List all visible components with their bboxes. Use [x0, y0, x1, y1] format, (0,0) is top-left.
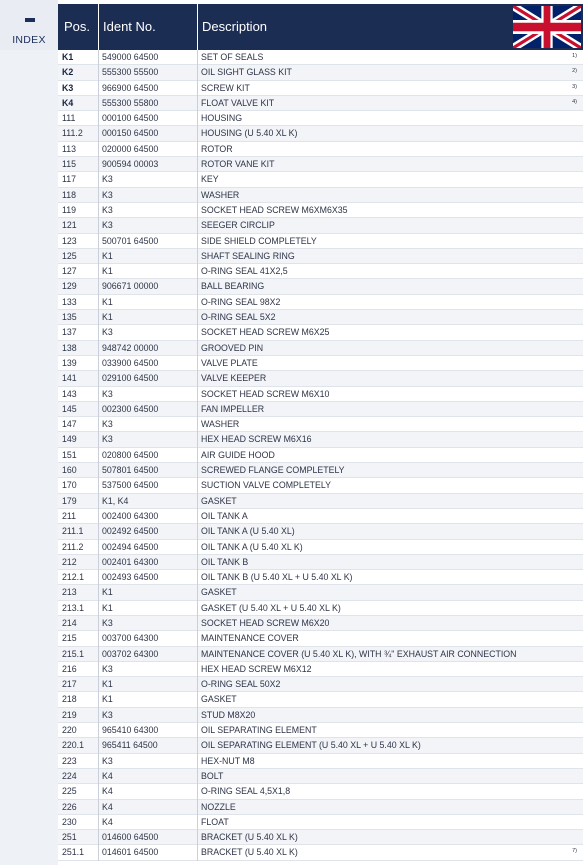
- row-ident: K1: [102, 266, 113, 277]
- row-ident: K3: [102, 189, 113, 200]
- table-row: [58, 310, 583, 325]
- row-description: WASHER: [201, 189, 240, 200]
- table-row: [58, 601, 583, 616]
- row-pos: K1: [62, 52, 74, 62]
- row-pos: 138: [62, 342, 77, 353]
- table-row: [58, 585, 583, 600]
- table-row: [58, 509, 583, 524]
- table-row: [58, 417, 583, 432]
- row-ident: K3: [102, 617, 113, 628]
- row-ident: K3: [102, 419, 113, 430]
- row-pos: 111: [62, 113, 76, 124]
- row-ident: 020000 64500: [102, 143, 159, 154]
- table-row: [58, 692, 583, 707]
- table-row: [58, 356, 583, 371]
- row-ident: K1: [102, 250, 113, 261]
- row-footnote: 2): [572, 68, 577, 75]
- parts-table: [58, 50, 583, 861]
- table-row: [58, 463, 583, 478]
- row-ident: 537500 64500: [102, 480, 159, 491]
- table-row: [58, 555, 583, 570]
- row-ident: 002300 64500: [102, 403, 159, 414]
- row-ident: K3: [102, 755, 113, 766]
- table-row: [58, 188, 583, 203]
- table-row: [58, 81, 583, 96]
- table-row: [58, 218, 583, 233]
- table-row: [58, 662, 583, 677]
- row-pos: 125: [62, 250, 77, 261]
- table-row: [58, 754, 583, 769]
- row-pos: 113: [62, 143, 77, 154]
- index-label: INDEX: [12, 34, 46, 46]
- table-row: [58, 570, 583, 585]
- header-ident: Ident No.: [103, 19, 156, 34]
- row-ident: K3: [102, 204, 113, 215]
- table-row: [58, 264, 583, 279]
- row-description: HOUSING (U 5.40 XL K): [201, 128, 298, 139]
- row-ident: 033900 64500: [102, 357, 159, 368]
- row-description: GASKET: [201, 587, 237, 598]
- row-pos: 213: [62, 587, 77, 598]
- row-ident: K3: [102, 434, 113, 445]
- row-description: KEY: [201, 174, 219, 185]
- row-ident: K1, K4: [102, 495, 129, 506]
- table-row: [58, 830, 583, 845]
- table-row: [58, 494, 583, 509]
- row-ident: K4: [102, 770, 113, 781]
- row-ident: K1: [102, 679, 113, 690]
- table-row: [58, 524, 583, 539]
- table-row: [58, 845, 583, 860]
- table-row: [58, 387, 583, 402]
- row-ident: 020800 64500: [102, 449, 159, 460]
- row-pos: 149: [62, 434, 77, 445]
- row-ident: 002493 64500: [102, 572, 159, 583]
- row-pos: 143: [62, 388, 77, 399]
- row-ident: 500701 64500: [102, 235, 159, 246]
- row-description: ROTOR VANE KIT: [201, 159, 275, 170]
- table-row: [58, 478, 583, 493]
- row-pos: 135: [62, 312, 77, 323]
- row-ident: K3: [102, 174, 113, 185]
- row-pos: 230: [62, 816, 77, 827]
- row-ident: 002494 64500: [102, 541, 159, 552]
- row-description: O-RING SEAL 41X2,5: [201, 266, 288, 277]
- row-pos: 139: [62, 357, 77, 368]
- row-ident: 549000 64500: [102, 52, 159, 62]
- row-description: FLOAT VALVE KIT: [201, 97, 275, 108]
- row-description: GROOVED PIN: [201, 342, 264, 353]
- row-ident: K1: [102, 312, 113, 323]
- row-pos: 213.1: [62, 602, 85, 613]
- row-pos: 118: [62, 189, 77, 200]
- row-ident: K3: [102, 663, 113, 674]
- table-row: [58, 203, 583, 218]
- row-description: GASKET: [201, 495, 237, 506]
- row-ident: K1: [102, 694, 113, 705]
- table-row: [58, 616, 583, 631]
- row-pos: 220: [62, 725, 77, 736]
- row-ident: 000100 64500: [102, 113, 159, 124]
- row-description: WASHER: [201, 419, 240, 430]
- row-pos: 151: [62, 449, 77, 460]
- row-pos: 217: [62, 679, 77, 690]
- table-row: [58, 784, 583, 799]
- table-row: [58, 448, 583, 463]
- row-description: OIL TANK A (U 5.40 XL): [201, 526, 295, 537]
- row-ident: 965410 64300: [102, 725, 159, 736]
- row-pos: 218: [62, 694, 77, 705]
- table-row: [58, 341, 583, 356]
- table-row: [58, 111, 583, 126]
- index-tab[interactable]: [0, 0, 58, 50]
- row-ident: 555300 55500: [102, 67, 159, 78]
- row-pos: 111.2: [62, 128, 83, 139]
- table-row: [58, 126, 583, 141]
- row-ident: 966900 64500: [102, 82, 159, 93]
- sidebar: [0, 50, 58, 865]
- row-description: MAINTENANCE COVER (U 5.40 XL K), WITH ¾" EXHAUST AIR CONNECTION: [201, 648, 517, 659]
- row-description: GASKET (U 5.40 XL + U 5.40 XL K): [201, 602, 341, 613]
- row-description: OIL SIGHT GLASS KIT: [201, 67, 292, 78]
- row-ident: 002492 64500: [102, 526, 159, 537]
- table-row: [58, 157, 583, 172]
- table-row: [58, 65, 583, 80]
- table-row: [58, 295, 583, 310]
- row-description: OIL TANK A (U 5.40 XL K): [201, 541, 303, 552]
- row-pos: 224: [62, 770, 77, 781]
- table-header: [58, 4, 583, 50]
- uk-flag-icon: [513, 6, 581, 48]
- table-row: [58, 371, 583, 386]
- table-row: [58, 325, 583, 340]
- row-description: OIL TANK B: [201, 556, 249, 567]
- row-description: OIL SEPARATING ELEMENT: [201, 725, 317, 736]
- row-pos: 219: [62, 709, 77, 720]
- row-pos: 215.1: [62, 648, 85, 659]
- row-pos: 226: [62, 801, 77, 812]
- row-pos: 127: [62, 266, 77, 277]
- row-description: BOLT: [201, 770, 224, 781]
- table-row: [58, 800, 583, 815]
- row-ident: K4: [102, 786, 113, 797]
- row-description: VALVE KEEPER: [201, 373, 267, 384]
- row-pos: K2: [62, 67, 74, 78]
- column-divider: [197, 50, 198, 861]
- row-description: O-RING SEAL 50X2: [201, 679, 281, 690]
- index-dash-icon: [25, 18, 35, 22]
- row-pos: 211.2: [62, 541, 84, 552]
- table-row: [58, 96, 583, 111]
- row-ident: 029100 64500: [102, 373, 159, 384]
- row-description: OIL TANK A: [201, 510, 248, 521]
- row-pos: 251: [62, 832, 77, 843]
- row-pos: 179: [62, 495, 77, 506]
- row-description: HEX HEAD SCREW M6X16: [201, 434, 312, 445]
- row-pos: 129: [62, 281, 77, 292]
- row-description: SOCKET HEAD SCREW M6X20: [201, 617, 330, 628]
- row-pos: 223: [62, 755, 77, 766]
- row-ident: 003700 64300: [102, 633, 159, 644]
- table-row: [58, 631, 583, 646]
- table-row: [58, 708, 583, 723]
- row-description: FLOAT: [201, 816, 229, 827]
- row-footnote: 3): [572, 83, 577, 90]
- row-pos: 225: [62, 786, 77, 797]
- row-ident: 003702 64300: [102, 648, 159, 659]
- table-row: [58, 50, 583, 65]
- row-description: BRACKET (U 5.40 XL K): [201, 847, 298, 858]
- table-row: [58, 647, 583, 662]
- row-description: SCREW KIT: [201, 82, 250, 93]
- row-description: HEX-NUT M8: [201, 755, 255, 766]
- row-pos: 212.1: [62, 572, 85, 583]
- row-pos: 119: [62, 204, 77, 215]
- row-description: AIR GUIDE HOOD: [201, 449, 275, 460]
- row-pos: 123: [62, 235, 77, 246]
- row-pos: 133: [62, 296, 77, 307]
- row-pos: 147: [62, 419, 77, 430]
- row-description: HEX HEAD SCREW M6X12: [201, 663, 312, 674]
- column-divider: [98, 50, 99, 861]
- row-pos: 115: [62, 159, 77, 170]
- row-description: FAN IMPELLER: [201, 403, 265, 414]
- row-description: SUCTION VALVE COMPLETELY: [201, 480, 332, 491]
- row-footnote: 1): [572, 53, 577, 59]
- row-description: SEEGER CIRCLIP: [201, 220, 275, 231]
- row-description: SET OF SEALS: [201, 52, 264, 62]
- row-pos: 170: [62, 480, 77, 491]
- row-description: HOUSING: [201, 113, 243, 124]
- row-ident: K4: [102, 801, 113, 812]
- row-description: STUD M8X20: [201, 709, 256, 720]
- header-divider: [98, 4, 99, 50]
- table-row: [58, 249, 583, 264]
- row-description: O-RING SEAL 4,5X1,8: [201, 786, 291, 797]
- row-ident: K1: [102, 602, 113, 613]
- row-description: BALL BEARING: [201, 281, 265, 292]
- row-ident: K3: [102, 327, 113, 338]
- row-footnote: 4): [572, 98, 577, 105]
- row-description: O-RING SEAL 98X2: [201, 296, 281, 307]
- table-row: [58, 540, 583, 555]
- row-pos: 160: [62, 465, 77, 476]
- row-pos: 220.1: [62, 740, 85, 751]
- header-divider: [197, 4, 198, 50]
- row-ident: K3: [102, 709, 113, 720]
- row-ident: 014600 64500: [102, 832, 159, 843]
- row-pos: 141: [62, 373, 77, 384]
- row-pos: 212: [62, 556, 77, 567]
- table-row: [58, 402, 583, 417]
- table-row: [58, 677, 583, 692]
- table-row: [58, 142, 583, 157]
- row-description: OIL TANK B (U 5.40 XL + U 5.40 XL K): [201, 572, 353, 583]
- table-row: [58, 432, 583, 447]
- row-pos: 121: [62, 220, 77, 231]
- row-description: NOZZLE: [201, 801, 236, 812]
- row-pos: 214: [62, 617, 77, 628]
- row-ident: 906671 00000: [102, 281, 159, 292]
- row-description: SOCKET HEAD SCREW M6X10: [201, 388, 330, 399]
- header-pos: Pos.: [64, 19, 91, 34]
- table-row: [58, 172, 583, 187]
- row-ident: 507801 64500: [102, 465, 159, 476]
- row-ident: K1: [102, 587, 113, 598]
- row-ident: K4: [102, 816, 113, 827]
- row-description: BRACKET (U 5.40 XL K): [201, 832, 298, 843]
- row-ident: 002400 64300: [102, 510, 159, 521]
- row-description: SOCKET HEAD SCREW M6X25: [201, 327, 330, 338]
- row-ident: 900594 00003: [102, 159, 159, 170]
- header-description: Description: [202, 19, 268, 34]
- row-ident: 002401 64300: [102, 556, 159, 567]
- row-pos: K4: [62, 97, 74, 108]
- table-row: [58, 815, 583, 830]
- row-pos: 251.1: [62, 847, 85, 858]
- row-description: SOCKET HEAD SCREW M6XM6X35: [201, 204, 348, 215]
- row-ident: K1: [102, 296, 113, 307]
- row-pos: 215: [62, 633, 77, 644]
- row-pos: 117: [62, 174, 77, 185]
- row-description: VALVE PLATE: [201, 357, 258, 368]
- row-description: OIL SEPARATING ELEMENT (U 5.40 XL + U 5.40 XL K): [201, 740, 421, 751]
- row-ident: 555300 55800: [102, 97, 159, 108]
- row-footnote: 7): [572, 848, 577, 855]
- row-pos: 145: [62, 403, 77, 414]
- row-description: SHAFT SEALING RING: [201, 250, 295, 261]
- row-description: SCREWED FLANGE COMPLETELY: [201, 465, 345, 476]
- row-pos: 137: [62, 327, 77, 338]
- table-row: [58, 738, 583, 753]
- table-row: [58, 723, 583, 738]
- row-pos: 211: [62, 510, 77, 521]
- row-pos: 211.1: [62, 526, 84, 537]
- table-row: [58, 769, 583, 784]
- row-ident: K3: [102, 220, 113, 231]
- table-row: [58, 279, 583, 294]
- row-description: GASKET: [201, 694, 237, 705]
- table-row: [58, 234, 583, 249]
- row-ident: K3: [102, 388, 113, 399]
- row-pos: K3: [62, 82, 74, 93]
- row-ident: 000150 64500: [102, 128, 159, 139]
- row-ident: 965411 64500: [102, 740, 158, 751]
- row-pos: 216: [62, 663, 77, 674]
- row-description: MAINTENANCE COVER: [201, 633, 299, 644]
- row-description: ROTOR: [201, 143, 233, 154]
- row-description: O-RING SEAL 5X2: [201, 312, 276, 323]
- row-ident: 014601 64500: [102, 847, 159, 858]
- row-description: SIDE SHIELD COMPLETELY: [201, 235, 317, 246]
- row-ident: 948742 00000: [102, 342, 159, 353]
